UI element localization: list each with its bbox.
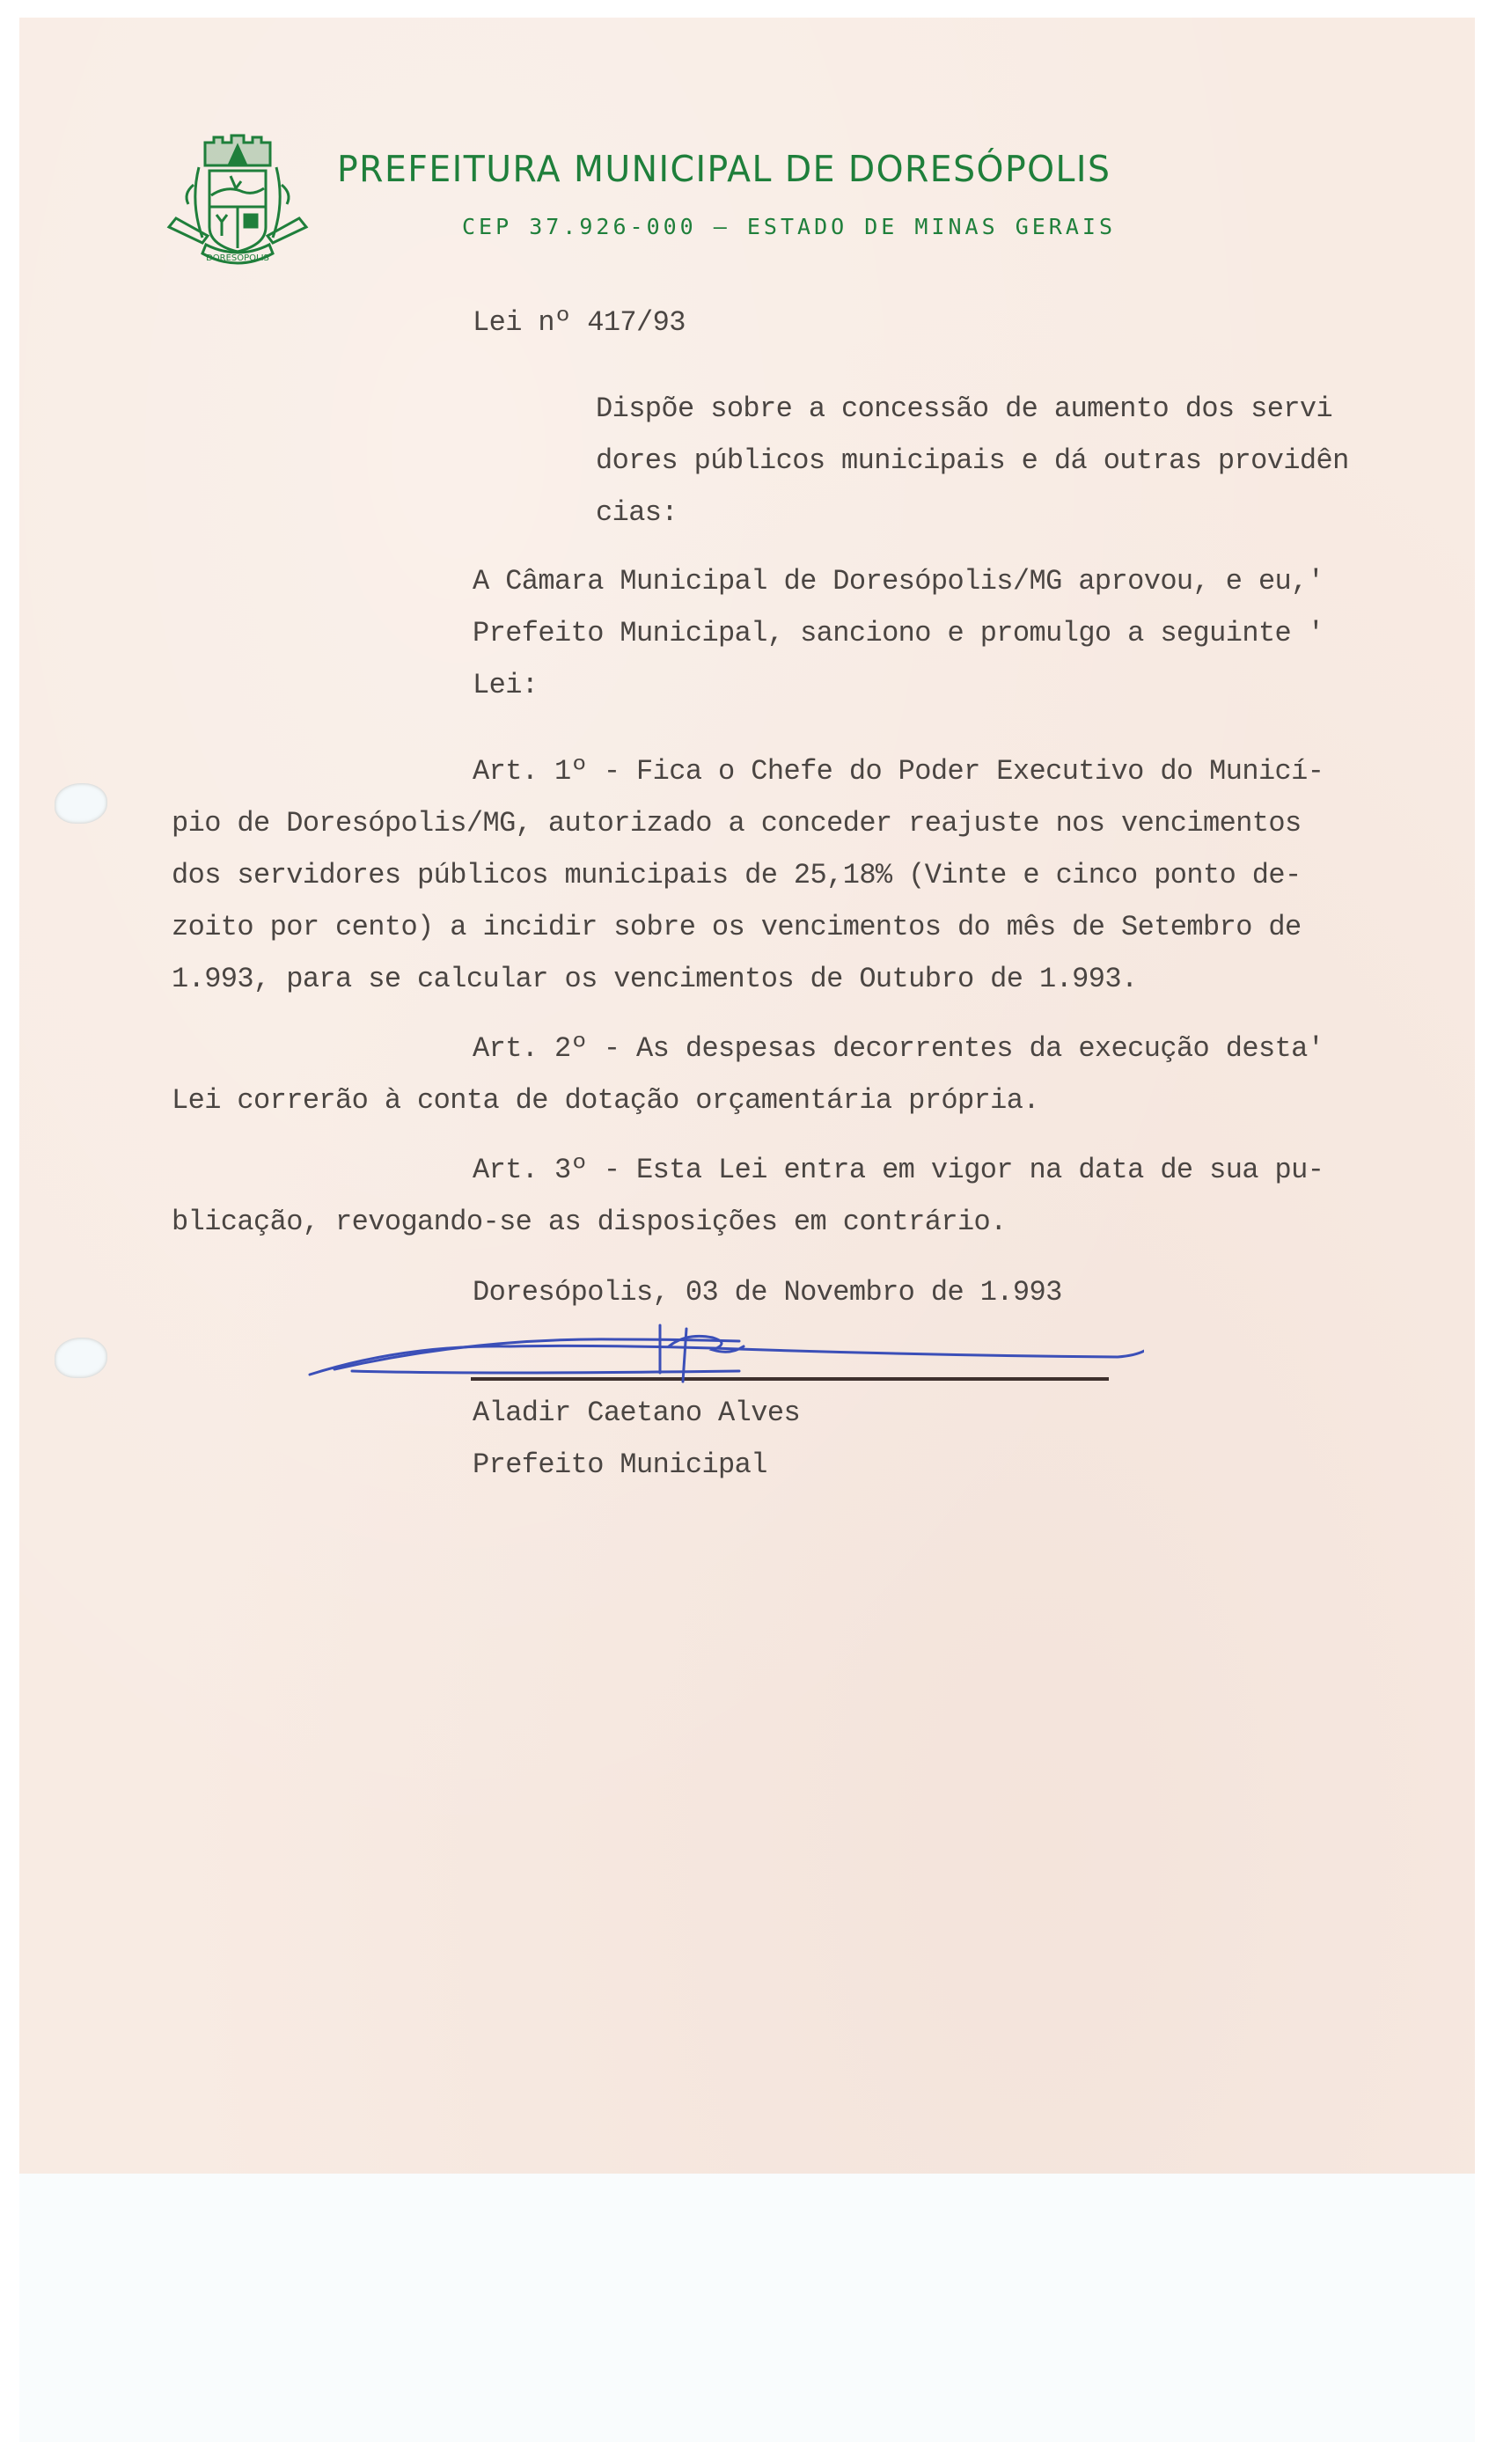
preamble-line: A Câmara Municipal de Doresópolis/MG aprovou, e eu,' [473, 565, 1324, 598]
handwritten-signature [299, 1320, 1144, 1390]
letterhead-subtitle: CEP 37.926-000 – ESTADO DE MINAS GERAIS [462, 214, 1116, 239]
punch-hole-bottom [55, 1338, 107, 1378]
article-3-line: Art. 3º - Esta Lei entra em vigor na data de sua pu- [473, 1154, 1324, 1186]
summary-line: Dispõe sobre a concessão de aumento dos servi [596, 392, 1333, 425]
article-3-line: blicação, revogando-se as disposições em contrário. [172, 1206, 1007, 1238]
place-date: Doresópolis, 03 de Novembro de 1.993 [473, 1276, 1062, 1309]
article-1-line: pio de Doresópolis/MG, autorizado a conceder reajuste nos vencimentos [172, 807, 1302, 840]
article-1-line: zoito por cento) a incidir sobre os vencimentos do mês de Setembro de [172, 911, 1302, 943]
summary-line: dores públicos municipais e dá outras providên [596, 444, 1349, 477]
article-1-line: Art. 1º - Fica o Chefe do Poder Executivo do Municí- [473, 755, 1324, 788]
preamble-line: Prefeito Municipal, sanciono e promulgo a seguinte ' [473, 617, 1324, 649]
preamble-line: Lei: [473, 669, 539, 701]
law-number: Lei nº 417/93 [473, 306, 686, 339]
punch-hole-top [55, 783, 107, 824]
letterhead-title: PREFEITURA MUNICIPAL DE DORESÓPOLIS [337, 148, 1111, 190]
svg-text:DORESÓPOLIS: DORESÓPOLIS [206, 253, 269, 263]
summary-line: cias: [596, 496, 678, 529]
article-1-line: 1.993, para se calcular os vencimentos de Outubro de 1.993. [172, 963, 1138, 995]
article-1-line: dos servidores públicos municipais de 25,18% (Vinte e cinco ponto de- [172, 859, 1302, 891]
signatory-name: Aladir Caetano Alves [473, 1397, 801, 1429]
coat-of-arms-icon [157, 123, 319, 273]
article-2-line: Art. 2º - As despesas decorrentes da execução desta' [473, 1032, 1324, 1065]
signatory-title: Prefeito Municipal [473, 1448, 767, 1481]
article-2-line: Lei correrão à conta de dotação orçamentária própria. [172, 1084, 1039, 1117]
